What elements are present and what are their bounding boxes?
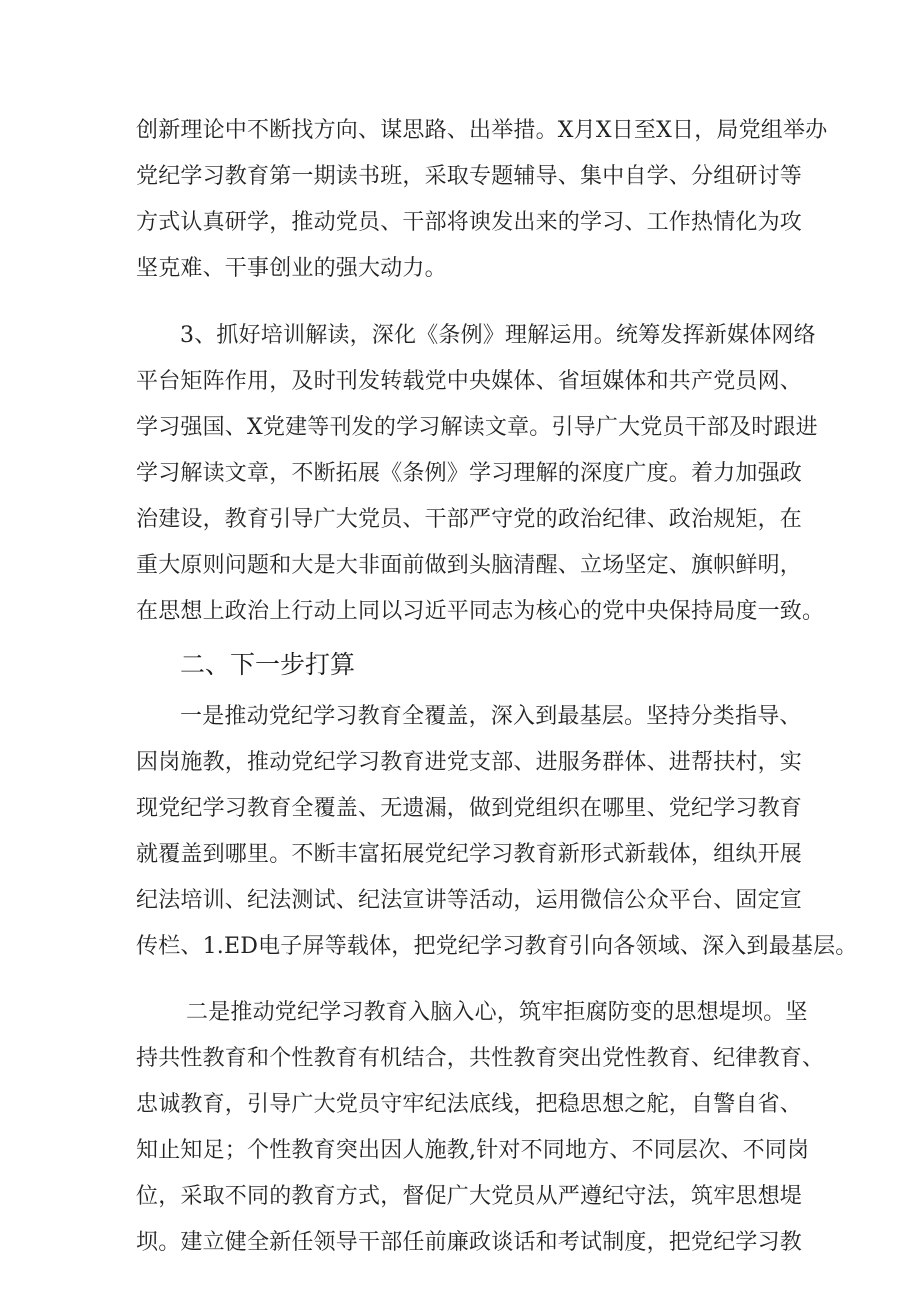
paragraph-line: 重大原则问题和大是大非面前做到头脑清醒、立场坚定、旗帜鲜明， <box>136 553 803 578</box>
paragraph-line: 坝。建立健全新任领导干部任前廉政谈话和考试制度，把党纪学习教 <box>136 1230 803 1255</box>
paragraph-line: 学习解读文章，不断拓展《条例》学习理解的深度广度。着力加强政 <box>136 461 803 486</box>
paragraph-line: 现党纪学习教育全覆盖、无遗漏，做到党组织在哪里、党纪学习教育 <box>136 796 803 821</box>
paragraph-line: 忠诚教育，引导广大党员守牢纪法底线，把稳思想之舵，自警自省、 <box>136 1092 803 1117</box>
paragraph-line: 在思想上政治上行动上同以习近平同志为核心的党中央保持局度一致。 <box>136 599 825 624</box>
paragraph-line: 学习强国、X党建等刊发的学习解读文章。引导广大党员干部及时跟进 <box>136 415 818 440</box>
paragraph-line: 治建设，教育引导广大党员、干部严守党的政治纪律、政治规矩，在 <box>136 507 803 532</box>
paragraph-line: 党纪学习教育第一期读书班，采取专题辅导、集中自学、分组研讨等 <box>136 164 803 189</box>
paragraph-line: 因岗施教，推动党纪学习教育进党支部、进服务群体、进帮扶村，实 <box>136 750 803 775</box>
paragraph-line: 就覆盖到哪里。不断丰富拓展党纪学习教育新形式新载体，组纨开展 <box>136 842 803 867</box>
section-heading: 二、下一步打算 <box>180 650 356 679</box>
paragraph-line: 纪法培训、纪法测试、纪法宣讲等活动，运用微信公众平台、固定宣 <box>136 888 803 913</box>
paragraph-line: 创新理论中不断找方向、谋思路、出举措。X月X日至X日，局党组举办 <box>136 118 828 143</box>
paragraph-line: 一是推动党纪学习教育全覆盖，深入到最基层。坚持分类指导、 <box>180 704 802 729</box>
paragraph-line: 坚克难、干事创业的强大动力。 <box>136 256 447 281</box>
paragraph-line: 位，采取不同的教育方式，督促广大党员从严遵纪守法，筑牢思想堤 <box>136 1184 803 1209</box>
paragraph-line: 持共性教育和个性教育有机结合，共性教育突出党性教育、纪律教育、 <box>136 1046 825 1071</box>
paragraph-line: 二是推动党纪学习教育入脑入心，筑牢拒腐防变的思想堤坝。坚 <box>186 1000 808 1025</box>
paragraph-line: 方式认真研学，推动党员、干部将谀发出来的学习、工作热情化为攻 <box>136 210 803 235</box>
paragraph-line: 传栏、1.ED电子屏等载体，把党纪学习教育引向各领域、深入到最基层。 <box>136 934 858 959</box>
paragraph-line: 3、抓好培训解读，深化《条例》理解运用。统筹发挥新媒体网络 <box>180 323 816 348</box>
paragraph-line: 知止知足；个性教育突出因人施教,针对不同地方、不同层次、不同岗 <box>136 1138 810 1163</box>
paragraph-line: 平台矩阵作用，及时刊发转载党中央媒体、省垣媒体和共产党员网、 <box>136 369 803 394</box>
